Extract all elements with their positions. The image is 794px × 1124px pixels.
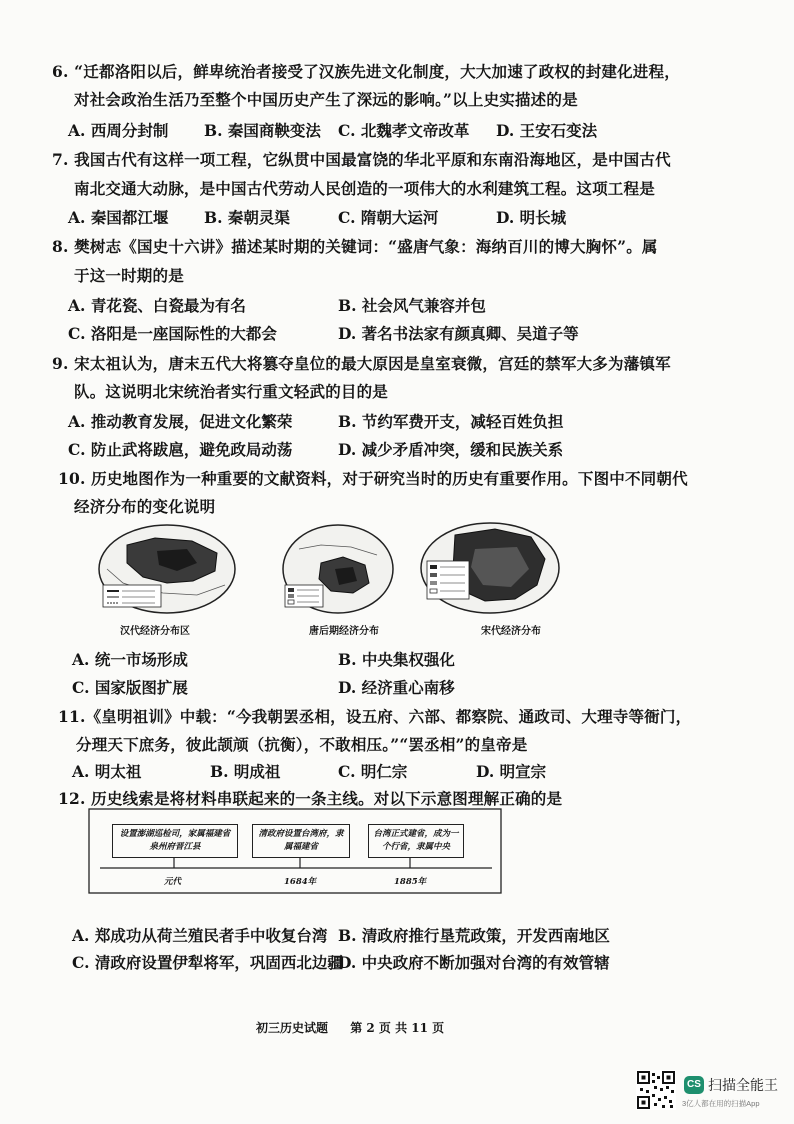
q7-option-a: A. 秦国都江堰: [68, 208, 169, 227]
q7-option-c: C. 隋朝大运河: [338, 208, 439, 227]
q9-stem-line1: 9. 宋太祖认为，唐末五代大将篡夺皇位的最大原因是皇室衰微，宫廷的禁军大多为藩镇军: [52, 354, 671, 373]
timeline-box-1684: 清政府设置台湾府，隶属福建省: [252, 824, 350, 858]
qr-code-icon: [636, 1070, 676, 1110]
q10-option-d: D. 经济重心南移: [338, 678, 455, 697]
q9-option-a: A. 推动教育发展，促进文化繁荣: [68, 412, 293, 431]
q6-option-b: B. 秦国商鞅变法: [204, 121, 321, 140]
q12-option-c: C. 清政府设置伊犁将军，巩固西北边疆: [72, 953, 343, 972]
q6-option-c: C. 北魏孝文帝改革: [338, 121, 470, 140]
q8-option-a: A. 青花瓷、白瓷最为有名: [68, 296, 246, 315]
q9-stem-line2: 队。这说明北宋统治者实行重文轻武的目的是: [74, 382, 389, 401]
q8-stem-line1: 8. 樊树志《国史十六讲》描述某时期的关键词：“盛唐气象：海纳百川的博大胸怀”。属: [52, 237, 658, 256]
song-map-caption: 宋代经济分布: [481, 626, 541, 637]
q7-stem-line2: 南北交通大动脉，是中国古代劳动人民创造的一项伟大的水利建筑工程。这项工程是: [74, 179, 655, 198]
q10-option-a: A. 统一市场形成: [72, 650, 188, 669]
timeline-year-1885: 1885年: [394, 877, 427, 887]
q12-option-b: B. 清政府推行垦荒政策，开发西南地区: [338, 926, 610, 945]
timeline-year-1684: 1684年: [284, 877, 317, 887]
q12-option-a: A. 郑成功从荷兰殖民者手中收复台湾: [72, 926, 328, 945]
q7-option-b: B. 秦朝灵渠: [204, 208, 290, 227]
song-economy-map: [419, 521, 561, 615]
han-economy-map: [97, 523, 237, 615]
q9-option-c: C. 防止武将跋扈，避免政局动荡: [68, 440, 293, 459]
q8-option-d: D. 著名书法家有颜真卿、吴道子等: [338, 324, 579, 343]
han-map-caption: 汉代经济分布区: [120, 626, 190, 637]
tang-economy-map: [281, 523, 395, 615]
q9-option-b: B. 节约军费开支，减轻百姓负担: [338, 412, 564, 431]
timeline-box-yuan: 设置澎湖巡检司，家属福建省泉州府晋江县: [112, 824, 238, 858]
q11-stem-line2: 分理天下庶务，彼此颉颃（抗衡），不敢相压。”“罢丞相”的皇帝是: [76, 735, 528, 754]
q6-stem-line2: 对社会政治生活乃至整个中国历史产生了深远的影响。”以上史实描述的是: [74, 90, 578, 109]
q12-stem: 12. 历史线索是将材料串联起来的一条主线。对以下示意图理解正确的是: [58, 789, 563, 808]
q11-stem-line1: 11.《皇明祖训》中载：“今我朝罢丞相，设五府、六部、都察院、通政司、大理寺等衙门，: [58, 707, 692, 726]
page-number: 第 2 页 共 11 页: [350, 1021, 445, 1035]
exam-title: 初三历史试题: [256, 1021, 329, 1035]
scanner-app-tagline: 3亿人都在用的扫描App: [682, 1099, 760, 1108]
cs-logo: CS: [684, 1076, 704, 1094]
page-footer: [256, 1019, 462, 1036]
q10-stem-line2: 经济分布的变化说明: [74, 497, 216, 516]
q11-option-c: C. 明仁宗: [338, 762, 408, 781]
scanner-app-name: 扫描全能王: [708, 1077, 778, 1093]
q7-option-d: D. 明长城: [496, 208, 567, 227]
q7-stem-line1: 7. 我国古代有这样一项工程，它纵贯中国最富饶的华北平原和东南沿海地区，是中国古代: [52, 150, 671, 169]
tang-map-caption: 唐后期经济分布: [309, 626, 379, 637]
q12-option-d: D. 中央政府不断加强对台湾的有效管辖: [338, 953, 610, 972]
q8-option-b: B. 社会风气兼容并包: [338, 296, 486, 315]
q6-stem-line1: 6. “迁都洛阳以后，鲜卑统治者接受了汉族先进文化制度，大大加速了政权的封建化进程，: [52, 62, 680, 81]
q11-option-b: B. 明成祖: [210, 762, 281, 781]
q8-stem-line2: 于这一时期的是: [74, 266, 184, 285]
q6-option-d: D. 王安石变法: [496, 121, 598, 140]
q10-stem-line1: 10. 历史地图作为一种重要的文献资料，对于研究当时的历史有重要作用。下图中不同朝代: [58, 469, 688, 488]
q11-option-a: A. 明太祖: [72, 762, 142, 781]
q10-option-b: B. 中央集权强化: [338, 650, 455, 669]
taiwan-timeline-diagram: [88, 808, 502, 894]
q6-option-a: A. 西周分封制: [68, 121, 169, 140]
timeline-box-1885: 台湾正式建省，成为一个行省，隶属中央: [368, 824, 464, 858]
q11-option-d: D. 明宣宗: [476, 762, 547, 781]
q9-option-d: D. 减少矛盾冲突，缓和民族关系: [338, 440, 564, 459]
q8-option-c: C. 洛阳是一座国际性的大都会: [68, 324, 277, 343]
timeline-year-yuan: 元代: [164, 877, 182, 887]
q10-option-c: C. 国家版图扩展: [72, 678, 188, 697]
